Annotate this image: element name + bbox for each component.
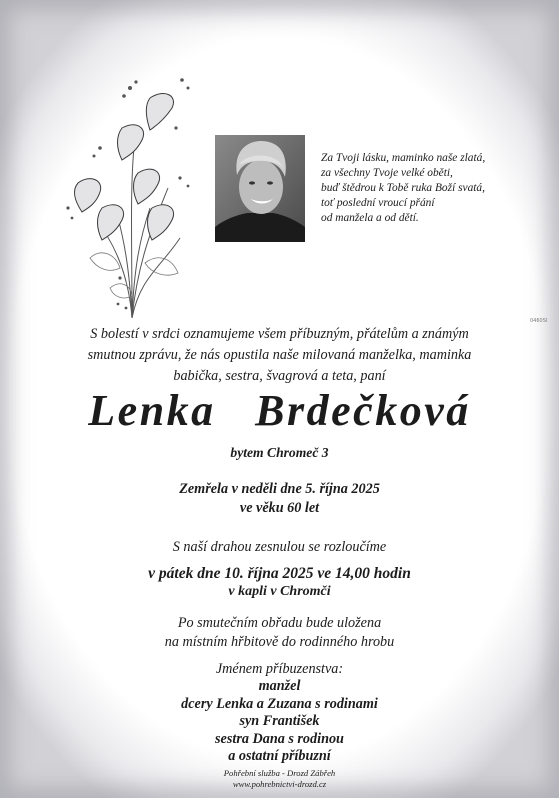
poem-line: za všechny Tvoje velké oběti, — [321, 167, 453, 179]
poem-line: Za Tvoji lásku, maminko naše zlatá, — [321, 152, 486, 164]
burial-line: Po smutečním obřadu bude uložena — [177, 615, 382, 631]
funeral-service-footer — [0, 768, 559, 790]
age: ve věku 60 let — [239, 500, 320, 516]
poem-line: toť poslední vroucí přání — [321, 197, 435, 209]
burial-info — [0, 614, 559, 652]
family-member: a ostatní příbuzní — [228, 748, 331, 765]
family-heading: Jménem příbuzenstva: — [215, 661, 344, 677]
portrait-photo — [215, 135, 305, 242]
funeral-service-name: Pohřební služba - Drozd Zábřeh — [223, 768, 336, 778]
family-member: dcery Lenka a Zuzana s rodinami — [181, 695, 378, 712]
family-list — [0, 661, 559, 765]
family-member: sestra Dana s rodinou — [215, 730, 344, 747]
calla-lily-bouquet-icon — [60, 68, 200, 323]
announcement-line: S bolestí v srdci oznamujeme všem příbuzným, přátelům a známým — [90, 326, 469, 342]
poem-line: od manžela a od dětí. — [321, 212, 419, 224]
deceased-name: Lenka Brdečková — [88, 386, 471, 435]
burial-line: na místním hřbitově do rodinného hrobu — [164, 634, 395, 650]
template-code: 0460SI — [530, 318, 548, 324]
announcement-line: babička, sestra, švagrová a teta, paní — [173, 368, 386, 384]
death-date: Zemřela v neděli dne 5. října 2025 — [179, 481, 380, 497]
family-member: manžel — [258, 678, 301, 695]
memorial-poem — [321, 151, 551, 226]
ceremony-datetime: v pátek dne 10. října 2025 ve 14,00 hodin — [148, 565, 411, 582]
funeral-service-website: www.pohrebnictvi-drozd.cz — [232, 779, 327, 789]
farewell-intro: S naší drahou zesnulou se rozloučíme — [172, 539, 387, 555]
death-info — [0, 480, 559, 518]
residence: bytem Chromeč 3 — [230, 445, 329, 460]
announcement-text — [0, 324, 559, 387]
ceremony-venue: v kapli v Chromči — [228, 584, 331, 599]
poem-line: buď štědrou k Tobě ruka Boží svatá, — [321, 182, 485, 194]
family-member: syn František — [239, 713, 320, 730]
announcement-line: smutnou zprávu, že nás opustila naše milovaná manželka, maminka — [87, 347, 472, 363]
